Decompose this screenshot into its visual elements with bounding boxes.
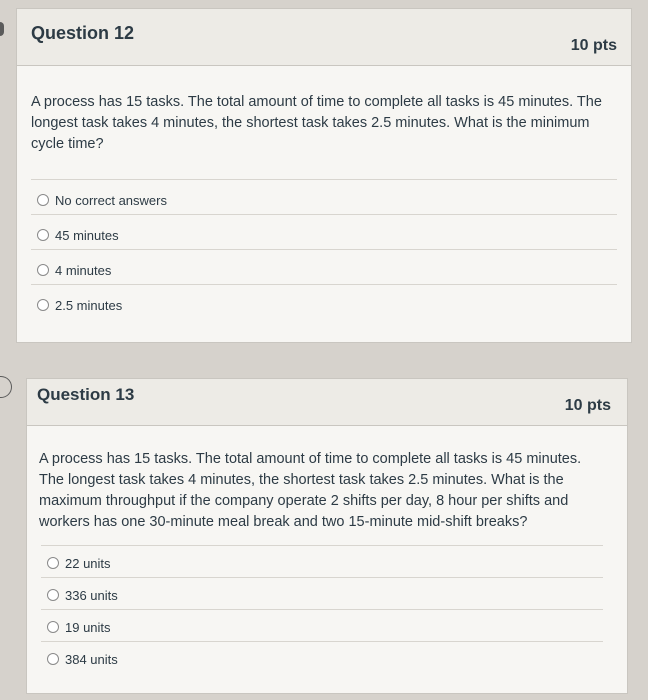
question-13-points: 10 pts	[564, 397, 611, 414]
answer-label[interactable]: 336 units	[65, 588, 118, 603]
radio-button[interactable]	[37, 299, 49, 311]
question-13-answers	[41, 545, 603, 673]
answer-option[interactable]	[41, 545, 603, 577]
answer-option[interactable]	[41, 641, 603, 673]
question-13-header	[27, 379, 627, 426]
question-13-title: Question 13	[37, 385, 135, 404]
answer-label[interactable]: 22 units	[65, 556, 111, 571]
radio-button[interactable]	[37, 229, 49, 241]
question-12-marker	[0, 22, 4, 36]
answer-option[interactable]	[31, 284, 617, 319]
question-12-card	[16, 8, 632, 343]
radio-button[interactable]	[47, 557, 59, 569]
answer-option[interactable]	[41, 609, 603, 641]
answer-option[interactable]	[31, 214, 617, 249]
answer-label[interactable]: 45 minutes	[55, 228, 119, 243]
answer-label[interactable]: 384 units	[65, 652, 118, 667]
answer-option[interactable]	[31, 249, 617, 284]
answer-label[interactable]: No correct answers	[55, 193, 167, 208]
answer-option[interactable]	[31, 179, 617, 214]
question-12-points: 10 pts	[570, 37, 617, 54]
radio-button[interactable]	[37, 264, 49, 276]
radio-button[interactable]	[37, 194, 49, 206]
question-13-marker	[0, 376, 12, 398]
radio-button[interactable]	[47, 653, 59, 665]
radio-button[interactable]	[47, 621, 59, 633]
answer-option[interactable]	[41, 577, 603, 609]
question-12-header	[17, 9, 631, 66]
answer-label[interactable]: 4 minutes	[55, 263, 112, 278]
answer-label[interactable]: 19 units	[65, 620, 111, 635]
answer-label[interactable]: 2.5 minutes	[55, 298, 123, 313]
question-13-card	[26, 378, 628, 694]
question-12-text: A process has 15 tasks. The total amount of time to complete all tasks is 45 minutes. The longest task takes 4 minutes, the shortest task takes 2.5 minutes. What is the minimum cycle time?	[31, 94, 602, 152]
question-12-answers	[31, 179, 617, 319]
question-13-text: A process has 15 tasks. The total amount of time to complete all tasks is 45 minutes. The longest task takes 4 minutes, the shortest task takes 2.5 minutes. What is the maximum throughput if the company operate 2 shifts per day, 8 hour per shifts and workers has one 30-minute meal break and two 15-minute mid-shift breaks?	[39, 451, 582, 530]
radio-button[interactable]	[47, 589, 59, 601]
question-12-title: Question 12	[31, 23, 135, 43]
